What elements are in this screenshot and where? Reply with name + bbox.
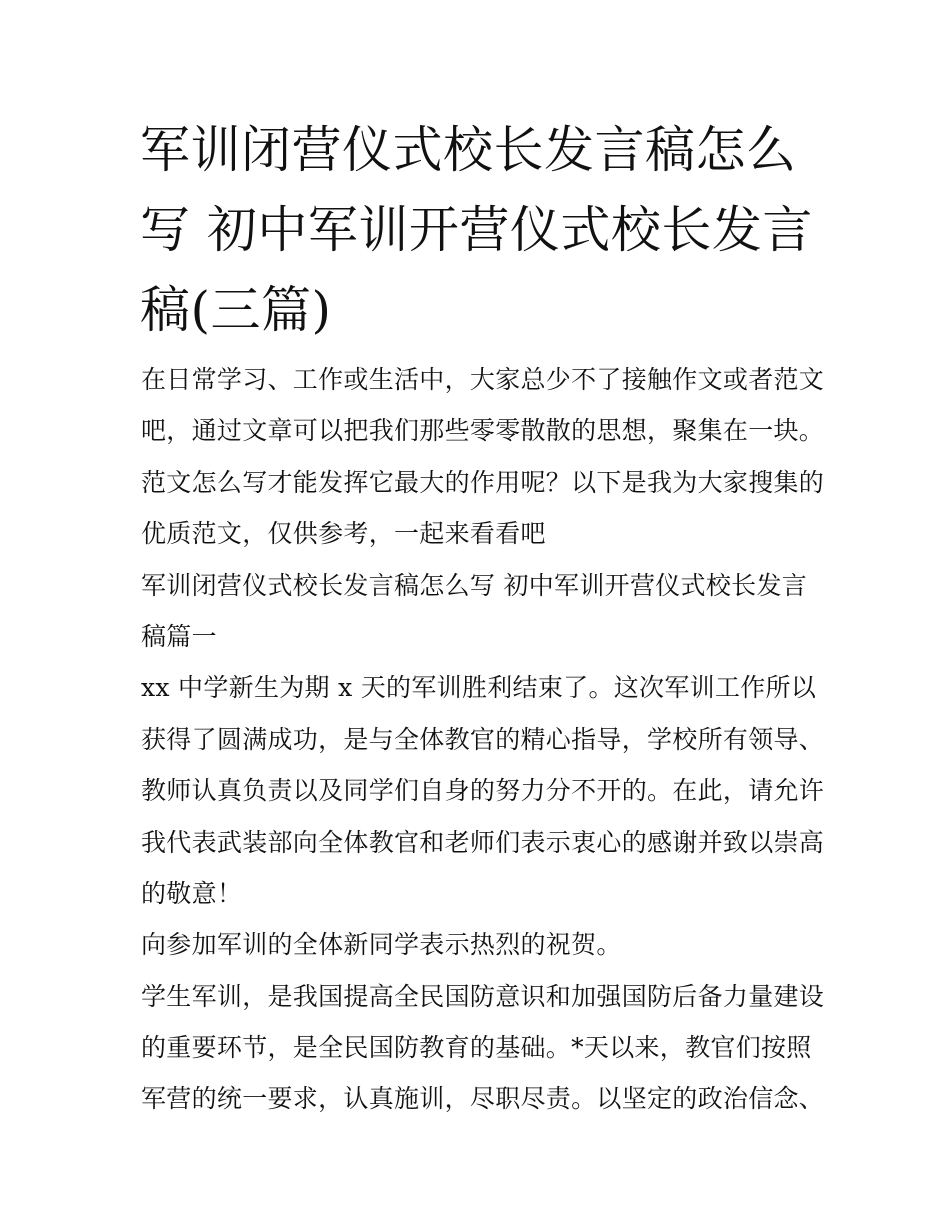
document-title — [140, 110, 830, 350]
body-line-7: xx 中学新生为期 x 天的军训胜利结束了。这次军训工作所以 — [141, 673, 817, 703]
body-line-14: 的重要环节，是全民国防教育的基础。*天以来，教官们按照 — [141, 1033, 812, 1063]
body-line-4: 优质范文，仅供参考，一起来看看吧 — [141, 519, 546, 549]
section-heading-line-1: 军训闭营仪式校长发言稿怎么写 初中军训开营仪式校长发言 — [141, 570, 808, 600]
body-line-15: 军营的统一要求，认真施训，尽职尽责。以坚定的政治信念、 — [141, 1084, 825, 1114]
title-line-2: 写 初中军训开营仪式校长发言 — [140, 201, 813, 259]
body-line-13: 学生军训，是我国提高全民国防意识和加强国防后备力量建设 — [141, 981, 825, 1011]
title-line-1: 军训闭营仪式校长发言稿怎么 — [140, 121, 797, 179]
body-line-3: 范文怎么写才能发挥它最大的作用呢？以下是我为大家搜集的 — [141, 467, 825, 497]
body-line-12: 向参加军训的全体新同学表示热烈的祝贺。 — [141, 930, 622, 960]
body-line-1: 在日常学习、工作或生活中，大家总少不了接触作文或者范文 — [141, 365, 825, 394]
body-line-11: 的敬意！ — [141, 878, 243, 908]
body-line-10: 我代表武装部向全体教官和老师们表示衷心的感谢并致以崇高 — [141, 827, 825, 857]
title-line-3: 稿(三篇) — [140, 281, 332, 339]
document-body — [141, 354, 825, 1125]
section-heading-line-2: 稿篇一 — [141, 621, 217, 651]
body-line-9: 教师认真负责以及同学们自身的努力分不开的。在此，请允许 — [141, 776, 825, 806]
body-line-2: 吧，通过文章可以把我们那些零零散散的思想，聚集在一块。 — [141, 416, 825, 446]
body-line-8: 获得了圆满成功，是与全体教官的精心指导，学校所有领导、 — [141, 724, 825, 754]
